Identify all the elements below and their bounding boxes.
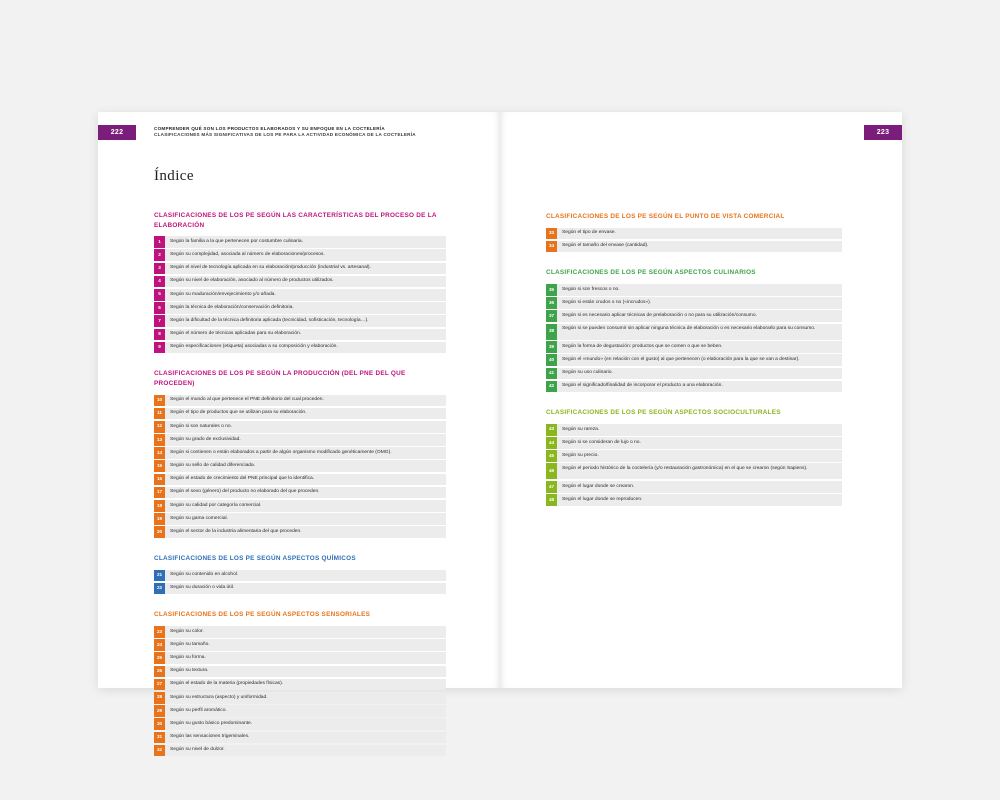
item-text: Según el tipo de productos que se utilizan para su elaboración. (170, 410, 307, 416)
list-item[interactable] (546, 354, 842, 366)
item-text: Según su calidad por categoría comercial. (170, 502, 262, 508)
item-text: Según su textura. (170, 668, 209, 674)
list-item[interactable] (154, 639, 446, 651)
item-number: 24 (154, 639, 165, 651)
item-text: Según su tamaño. (170, 641, 210, 647)
list-item[interactable] (154, 718, 446, 730)
list-item[interactable] (154, 395, 446, 407)
list-item[interactable] (546, 324, 842, 340)
item-text: Según el estado de la materia (propiedades físicas). (170, 681, 284, 687)
item-text: Según su nivel de elaboración, asociado al número de productos utilizados. (170, 278, 334, 284)
item-number: 32 (154, 745, 165, 757)
item-text: Según el tamaño del envase (cantidad). (562, 243, 649, 249)
item-text: Según la familia a la que pertenecen por costumbre culinaria. (170, 238, 303, 244)
item-text: Según el nivel de tecnología aplicada en su elaboración/producción (industrial vs. artesanal). (170, 265, 371, 271)
section-list (154, 236, 446, 353)
item-number: 44 (546, 437, 557, 449)
item-number: 47 (546, 481, 557, 493)
item-text: Según si contienen o están elaborados a partir de algún organismo modificado genéticamente (OMG). (170, 449, 392, 455)
item-text: Según el tipo de envase. (562, 230, 616, 236)
list-item[interactable] (154, 460, 446, 472)
section-list (154, 626, 446, 756)
item-text: Según la forma de degustación: productos que se comen o que se beben. (562, 343, 723, 349)
section-title: CLASIFICACIONES DE LOS PE SEGÚN ASPECTOS QUÍMICOS (154, 555, 356, 562)
item-text: Según si es necesario aplicar técnicas de prelaboración o no para su utilización/consumo. (562, 312, 757, 318)
item-text: Según su uso culinario. (562, 370, 613, 376)
item-text: Según su sello de calidad diferenciada. (170, 463, 256, 469)
item-number: 15 (154, 460, 165, 472)
item-text: Según su contenido en alcohol. (170, 572, 239, 578)
item-number: 46 (546, 463, 557, 479)
right-page-content (546, 212, 842, 522)
section-title: CLASIFICACIONES DE LOS PE SEGÚN ASPECTOS CULINARIOS (546, 269, 756, 277)
list-item[interactable] (154, 745, 446, 757)
item-number: 8 (154, 329, 165, 341)
item-number: 14 (154, 447, 165, 459)
list-item[interactable] (154, 236, 446, 248)
item-text: Según su maduración/envejecimiento y/o añada. (170, 291, 276, 297)
list-item[interactable] (154, 705, 446, 717)
list-item[interactable] (154, 652, 446, 664)
item-text: Según el estado de crecimiento del PNE principal que lo identifica. (170, 476, 315, 482)
list-item[interactable] (154, 583, 446, 595)
page-right (500, 112, 902, 688)
item-number: 39 (546, 341, 557, 353)
section-title: CLASIFICACIONES DE LOS PE SEGÚN LA PRODUCCIÓN (DEL PNE DEL QUE PROCEDEN) (154, 370, 406, 387)
item-number: 30 (154, 718, 165, 730)
list-item[interactable] (154, 289, 446, 301)
item-text: Según su estructura (aspecto) y uniformidad. (170, 694, 268, 700)
item-number: 37 (546, 310, 557, 322)
item-number: 20 (154, 526, 165, 538)
item-number: 4 (154, 276, 165, 288)
item-number: 16 (154, 474, 165, 486)
item-text: Según su duración o vida útil. (170, 585, 235, 591)
list-item[interactable] (546, 368, 842, 380)
item-number: 27 (154, 679, 165, 691)
item-number: 36 (546, 297, 557, 309)
list-item[interactable] (546, 241, 842, 253)
section-list (154, 395, 446, 538)
list-item[interactable] (546, 481, 842, 493)
folio-right: 223 (864, 125, 902, 140)
section-punto-vista-comercial (546, 212, 842, 252)
item-text: Según su gama comercial. (170, 515, 228, 521)
item-text: Según las sensaciones trigeminales. (170, 734, 250, 740)
item-number: 34 (546, 241, 557, 253)
list-item[interactable] (546, 494, 842, 506)
list-item[interactable] (546, 450, 842, 462)
running-head-left (154, 126, 454, 138)
running-head-line-1: COMPRENDER QUÉ SON LOS PRODUCTOS ELABORADOS Y SU ENFOQUE EN LA COCTELERÍA (154, 126, 385, 131)
item-text: Según si están crudos o no («incrudos»). (562, 299, 652, 305)
page-title: Índice (154, 168, 194, 184)
list-item[interactable] (154, 732, 446, 744)
list-item[interactable] (154, 249, 446, 261)
section-list (546, 228, 842, 253)
item-text: Según el sector de la industria alimentaria del que proceden. (170, 529, 302, 534)
item-number: 35 (546, 284, 557, 296)
list-item[interactable] (154, 408, 446, 420)
section-list (546, 424, 842, 506)
list-item[interactable] (546, 310, 842, 322)
item-number: 41 (546, 368, 557, 380)
item-number: 29 (154, 705, 165, 717)
item-number: 42 (546, 381, 557, 393)
section-aspectos-culinarios (546, 268, 842, 392)
item-text: Según el sexo (género) del producto no elaborado del que proceden. (170, 489, 320, 495)
section-title: CLASIFICACIONES DE LOS PE SEGÚN ASPECTOS SENSORIALES (154, 611, 371, 619)
item-number: 11 (154, 408, 165, 420)
section-produccion-pne (154, 369, 446, 538)
item-number: 6 (154, 302, 165, 314)
list-item[interactable] (154, 329, 446, 341)
item-text: Según su grado de exclusividad. (170, 436, 241, 442)
item-number: 26 (154, 666, 165, 678)
list-item[interactable] (154, 447, 446, 459)
item-text: Según si se consideran de lujo o no. (562, 439, 641, 445)
list-item[interactable] (154, 434, 446, 446)
list-item[interactable] (154, 666, 446, 678)
item-number: 10 (154, 395, 165, 407)
item-number: 33 (546, 228, 557, 240)
list-item[interactable] (546, 341, 842, 353)
list-item[interactable] (546, 437, 842, 449)
item-number: 40 (546, 354, 557, 366)
section-list (154, 570, 446, 595)
list-item[interactable] (154, 315, 446, 327)
item-number: 28 (154, 692, 165, 704)
list-item[interactable] (154, 679, 446, 691)
left-page-content (154, 168, 446, 772)
item-number: 25 (154, 652, 165, 664)
list-item[interactable] (154, 570, 446, 582)
item-number: 31 (154, 732, 165, 744)
item-text: Según su nivel de dulzor. (170, 747, 225, 753)
item-text: Según su color. (170, 628, 204, 634)
list-item[interactable] (546, 228, 842, 240)
list-item[interactable] (154, 276, 446, 288)
folio-left: 222 (98, 125, 136, 140)
item-number: 22 (154, 583, 165, 595)
list-item[interactable] (154, 421, 446, 433)
list-item[interactable] (154, 342, 446, 354)
item-text: Según el periodo histórico de la coctelería (y/o restauración gastronómica) en el que se crearon (según Sapiens). (562, 466, 808, 472)
list-item[interactable] (154, 500, 446, 512)
item-text: Según si son frescos o no. (562, 286, 620, 292)
page-left (98, 112, 500, 753)
book-spread (98, 112, 902, 753)
item-text: Según el «mundo» (en relación con el gusto) al que pertenecen (o elaboración para la que se van a destinar). (562, 356, 800, 362)
list-item[interactable] (546, 284, 842, 296)
item-number: 5 (154, 289, 165, 301)
section-proceso-elaboracion (154, 211, 446, 353)
list-item[interactable] (154, 263, 446, 275)
item-text: Según si son naturales o no. (170, 423, 232, 429)
section-aspectos-socioculturales (546, 408, 842, 506)
item-number: 45 (546, 450, 557, 462)
item-text: Según el lugar donde se reproducen. (562, 496, 643, 502)
list-item[interactable] (546, 381, 842, 393)
running-head-line-2: CLASIFICACIONES MÁS SIGNIFICATIVAS DE LOS PE PARA LA ACTIVIDAD ECONÓMICA DE LA COCTELERÍA (154, 132, 416, 138)
item-text: Según el significado/finalidad de incorporar el producto a una elaboración. (562, 383, 723, 389)
item-number: 7 (154, 315, 165, 327)
list-item[interactable] (154, 626, 446, 638)
item-number: 18 (154, 500, 165, 512)
item-number: 38 (546, 324, 557, 340)
section-title: CLASIFICACIONES DE LOS PE SEGÚN EL PUNTO DE VISTA COMERCIAL (546, 213, 785, 220)
list-item[interactable] (154, 302, 446, 314)
item-text: Según el lugar donde se crearon. (562, 483, 635, 489)
item-number: 23 (154, 626, 165, 638)
list-item[interactable] (154, 513, 446, 525)
list-item[interactable] (546, 424, 842, 436)
list-item[interactable] (154, 474, 446, 486)
item-number: 17 (154, 487, 165, 499)
item-number: 19 (154, 513, 165, 525)
item-text: Según la técnica de elaboración/conservación definitoria. (170, 304, 294, 310)
section-aspectos-quimicos (154, 554, 446, 594)
item-number: 3 (154, 263, 165, 275)
item-text: Según especificaciones (etiqueta) asociadas a su composición y elaboración. (170, 344, 338, 350)
item-number: 48 (546, 494, 557, 506)
section-list (546, 284, 842, 392)
section-title: CLASIFICACIONES DE LOS PE SEGÚN LAS CARACTERÍSTICAS DEL PROCESO DE LA ELABORACIÓN (154, 212, 437, 229)
item-text: Según el número de técnicas aplicadas para su elaboración. (170, 331, 302, 337)
list-item[interactable] (546, 297, 842, 309)
item-number: 9 (154, 342, 165, 354)
list-item[interactable] (154, 487, 446, 499)
item-text: Según su rareza. (562, 426, 600, 432)
item-text: Según su complejidad, asociada al número de elaboraciones/procesos. (170, 252, 325, 257)
item-text: Según el mundo al que pertenece el PNE definitorio del cual proceden. (170, 397, 324, 403)
item-number: 2 (154, 249, 165, 261)
item-text: Según si se pueden consumir sin aplicar ninguna técnica de elaboración o es necesario elaborarlo para su consumo. (562, 326, 816, 332)
list-item[interactable] (154, 526, 446, 538)
item-text: Según la dificultad de la técnica definitoria aplicada (tecnicidad, sofisticación, tecnología…). (170, 317, 369, 323)
item-number: 12 (154, 421, 165, 433)
item-text: Según su forma. (170, 654, 206, 660)
item-text: Según su perfil aromático. (170, 707, 227, 713)
section-aspectos-sensoriales (154, 610, 446, 756)
section-title: CLASIFICACIONES DE LOS PE SEGÚN ASPECTOS SOCIOCULTURALES (546, 409, 781, 417)
item-number: 43 (546, 424, 557, 436)
item-number: 21 (154, 570, 165, 582)
item-text: Según su gusto básico predominante. (170, 720, 253, 726)
list-item[interactable] (546, 463, 842, 479)
list-item[interactable] (154, 692, 446, 704)
item-text: Según su precio. (562, 452, 599, 458)
item-number: 1 (154, 236, 165, 248)
item-number: 13 (154, 434, 165, 446)
